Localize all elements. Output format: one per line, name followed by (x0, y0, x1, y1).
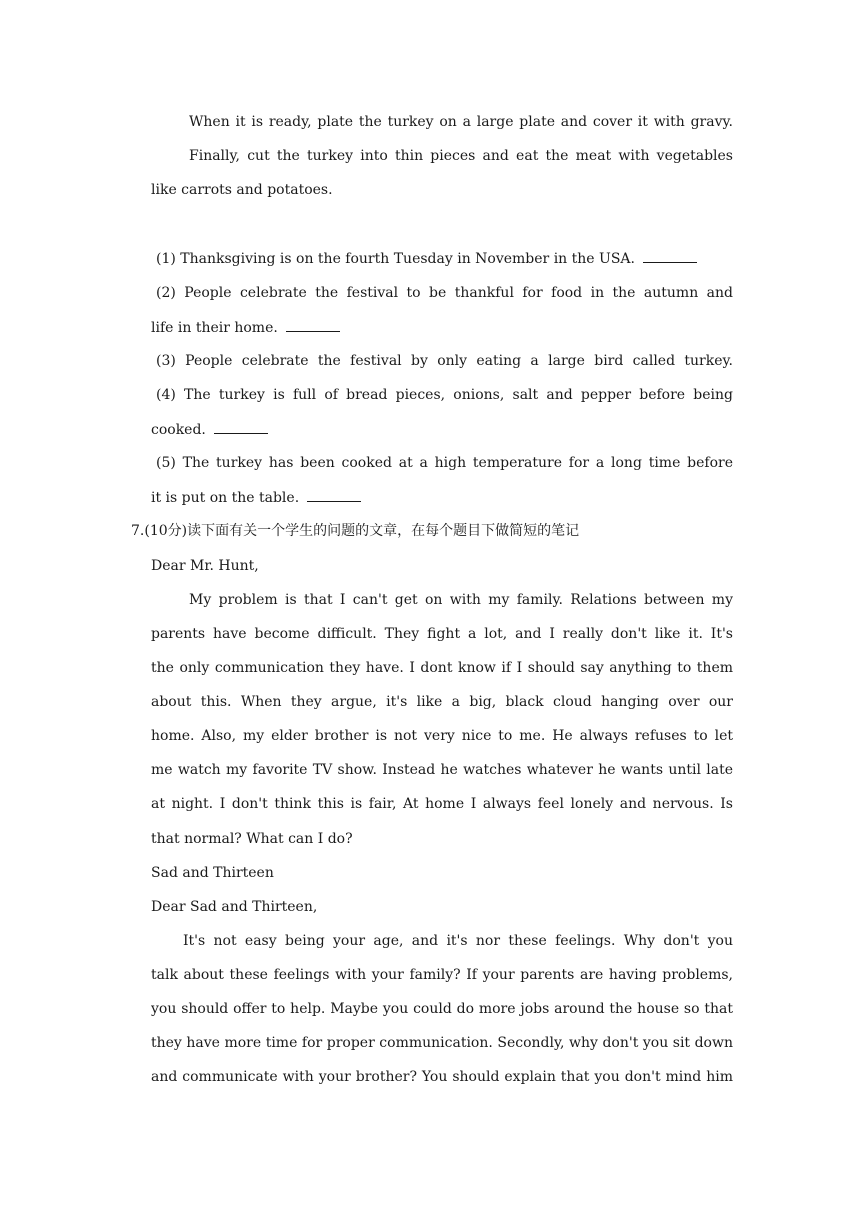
letter-line: It's not easy being your age, and it's nor these feelings. Why don't you (183, 933, 733, 949)
letter-line: they have more time for proper communication. Secondly, why don't you sit down (151, 1035, 733, 1051)
question-text: life in their home. (151, 320, 278, 336)
letter-greeting: Dear Mr. Hunt, (151, 558, 259, 574)
question-text: it is put on the table. (151, 490, 300, 506)
question-text: (1) Thanksgiving is on the fourth Tuesday in November in the USA. (156, 251, 635, 267)
recipe-line: Finally, cut the turkey into thin pieces and eat the meat with vegetables (189, 148, 733, 164)
letter-line: the only communication they have. I dont know if I should say anything to them (151, 660, 733, 676)
question-5-cont (151, 487, 733, 507)
answer-blank[interactable] (307, 487, 361, 502)
question-1 (156, 248, 733, 268)
letter-line: about this. When they argue, it's like a big, black cloud hanging over our (151, 694, 733, 710)
letter-greeting: Dear Sad and Thirteen, (151, 899, 318, 915)
letter-line: talk about these feelings with your family? If your parents are having problems, (151, 967, 733, 983)
question-2: (2) People celebrate the festival to be thankful for food in the autumn and (156, 285, 733, 301)
letter-line: at night. I don't think this is fair, At home I always feel lonely and nervous. Is (151, 796, 733, 812)
answer-blank[interactable] (286, 317, 340, 332)
question-4: (4) The turkey is full of bread pieces, onions, salt and pepper before being (156, 387, 733, 403)
question-text: cooked. (151, 422, 206, 438)
recipe-line: like carrots and potatoes. (151, 182, 333, 198)
letter-line: and communicate with your brother? You should explain that you don't mind him (151, 1069, 733, 1085)
letter-signature: Sad and Thirteen (151, 865, 274, 881)
letter-line: home. Also, my elder brother is not very nice to me. He always refuses to let (151, 728, 733, 744)
letter-line: that normal? What can I do? (151, 831, 353, 847)
question-3: (3) People celebrate the festival by only eating a large bird called turkey. (156, 353, 733, 369)
question-5: (5) The turkey has been cooked at a high temperature for a long time before (156, 455, 733, 471)
letter-line: My problem is that I can't get on with my family. Relations between my (189, 592, 733, 608)
question-4-cont (151, 419, 733, 439)
answer-blank[interactable] (214, 419, 268, 434)
letter-line: you should offer to help. Maybe you could do more jobs around the house so that (151, 1001, 733, 1017)
letter-line: parents have become difficult. They fight a lot, and I really don't like it. It's (151, 626, 733, 642)
answer-blank[interactable] (643, 248, 697, 263)
section-heading: 7.(10分)读下面有关一个学生的问题的文章，在每个题目下做简短的笔记 (131, 523, 580, 539)
question-2-cont (151, 317, 733, 337)
recipe-line: When it is ready, plate the turkey on a large plate and cover it with gravy. (189, 114, 733, 130)
letter-line: me watch my favorite TV show. Instead he watches whatever he wants until late (151, 762, 733, 778)
